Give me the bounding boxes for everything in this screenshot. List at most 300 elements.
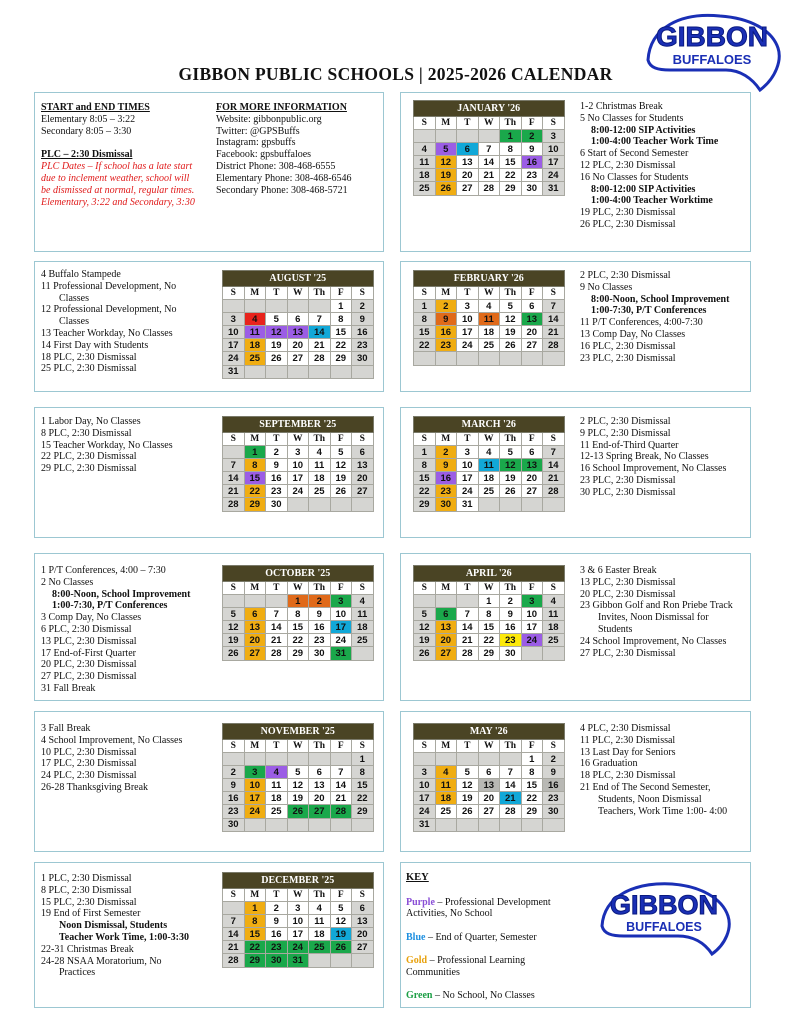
- calendar-day: [478, 130, 500, 143]
- calendar-day: 10: [244, 779, 266, 792]
- weekday-header: S: [543, 740, 565, 753]
- calendar-day: 25: [478, 485, 500, 498]
- calendar-day: 9: [543, 766, 565, 779]
- calendar-day: 10: [543, 143, 565, 156]
- calendar-day: 12: [266, 326, 288, 339]
- calendar-day: 21: [223, 485, 245, 498]
- weekday-header: W: [287, 889, 309, 902]
- calendar-day: [309, 753, 331, 766]
- calendar-day: [309, 498, 331, 511]
- event-item: 27 PLC, 2:30 Dismissal: [580, 647, 676, 659]
- calendar-day: [457, 595, 479, 608]
- weekday-header: T: [266, 582, 288, 595]
- calendar-day: 9: [435, 459, 457, 472]
- calendar-day: 24: [223, 352, 245, 365]
- event-item: 29 PLC, 2:30 Dismissal: [41, 463, 137, 475]
- calendar-day: 4: [309, 902, 331, 915]
- calendar-day: 2: [521, 130, 543, 143]
- weekday-header: T: [457, 740, 479, 753]
- calendar-day: 4: [435, 766, 457, 779]
- plc-note-line: due to inclement weather, school will: [41, 172, 190, 184]
- weekday-header: S: [352, 287, 374, 300]
- event-item: 11 P/T Conferences, 4:00-7:30: [580, 317, 703, 329]
- event-item: 16 No Classes for Students: [580, 171, 689, 183]
- calendar-day: [266, 300, 288, 313]
- calendar-day: 6: [352, 446, 374, 459]
- calendar-day: [478, 352, 500, 365]
- calendar-day: 23: [266, 485, 288, 498]
- calendar-day: 12: [414, 621, 436, 634]
- month-header: NOVEMBER '25: [223, 724, 374, 740]
- calendar-day: [543, 352, 565, 365]
- weekday-header: W: [478, 740, 500, 753]
- calendar-day: 23: [435, 339, 457, 352]
- calendar-day: [543, 647, 565, 660]
- calendar-day: 6: [521, 300, 543, 313]
- calendar-day: 16: [266, 928, 288, 941]
- calendar-day: 2: [266, 902, 288, 915]
- calendar-day: [287, 818, 309, 831]
- calendar-day: 17: [543, 156, 565, 169]
- weekday-header: T: [457, 117, 479, 130]
- calendar-day: 18: [266, 792, 288, 805]
- calendar-day: 19: [457, 792, 479, 805]
- times-heading: START and END TIMES: [41, 102, 150, 113]
- gibbon-buffaloes-logo-bottom: [596, 878, 736, 960]
- calendar-day: [309, 300, 331, 313]
- calendar-day: 19: [287, 792, 309, 805]
- calendar-day: 20: [478, 792, 500, 805]
- weekday-header: M: [435, 582, 457, 595]
- calendar-day: 5: [457, 766, 479, 779]
- calendar-day: 28: [330, 805, 352, 818]
- calendar-day: 12: [223, 621, 245, 634]
- event-item: 13 Comp Day, No Classes: [580, 328, 686, 340]
- weekday-header: S: [352, 740, 374, 753]
- logo-word-bottom: BUFFALOES: [626, 920, 702, 934]
- calendar-day: [309, 365, 331, 378]
- calendar-day: 2: [435, 446, 457, 459]
- twitter-handle[interactable]: Twitter: @GPSBuffs: [216, 125, 300, 137]
- event-item: 17 End-of-First Quarter: [41, 647, 136, 659]
- weekday-header: W: [478, 433, 500, 446]
- calendar-day: 29: [287, 647, 309, 660]
- weekday-header: W: [287, 740, 309, 753]
- calendar-day: 21: [543, 472, 565, 485]
- calendar-day: 13: [309, 779, 331, 792]
- weekday-header: T: [266, 740, 288, 753]
- weekday-header: F: [521, 117, 543, 130]
- calendar-day: 9: [435, 313, 457, 326]
- calendar-day: [223, 902, 245, 915]
- month-header: OCTOBER '25: [223, 566, 374, 582]
- calendar-day: [330, 753, 352, 766]
- event-item: 1 Labor Day, No Classes: [41, 416, 141, 427]
- event-item: 26-28 Thanksgiving Break: [41, 781, 149, 793]
- calendar-day: [457, 753, 479, 766]
- event-item: Invites, Noon Dismissal for: [598, 612, 709, 624]
- month-header: DECEMBER '25: [223, 873, 374, 889]
- calendar-day: 6: [457, 143, 479, 156]
- weekday-header: F: [330, 433, 352, 446]
- calendar-day: 14: [457, 621, 479, 634]
- calendar-day: 19: [330, 928, 352, 941]
- calendar-day: 26: [223, 647, 245, 660]
- calendar-day: [500, 352, 522, 365]
- calendar-day: 23: [500, 634, 522, 647]
- calendar-day: 31: [543, 182, 565, 195]
- weekday-header: Th: [500, 433, 522, 446]
- weekday-header: Th: [500, 740, 522, 753]
- calendar-day: 19: [223, 634, 245, 647]
- calendar-day: 7: [309, 313, 331, 326]
- event-item: 1:00-7:30, P/T Conferences: [591, 305, 707, 317]
- calendar-day: [435, 595, 457, 608]
- start-end-times: [41, 102, 195, 208]
- calendar-august: [222, 270, 374, 379]
- calendar-september: [222, 416, 374, 512]
- event-item: 8 PLC, 2:30 Dismissal: [41, 884, 132, 896]
- facebook-handle[interactable]: Facebook: gpsbuffaloes: [216, 149, 312, 161]
- calendar-day: 19: [330, 472, 352, 485]
- event-item: 12-13 Spring Break, No Classes: [580, 451, 709, 463]
- events-november: [41, 723, 182, 794]
- calendar-day: 9: [309, 608, 331, 621]
- secondary-phone: Secondary Phone: 308-468-5721: [216, 184, 348, 196]
- calendar-day: [521, 818, 543, 831]
- calendar-day: 22: [244, 485, 266, 498]
- calendar-day: 17: [244, 792, 266, 805]
- event-item: 9 PLC, 2:30 Dismissal: [580, 427, 671, 439]
- weekday-header: Th: [309, 433, 331, 446]
- event-item: 1-2 Christmas Break: [580, 101, 663, 112]
- event-item: 1:00-7:30, P/T Conferences: [52, 600, 168, 612]
- plc-note-line: PLC Dates – If school has a late start: [41, 161, 193, 173]
- event-item: 25 PLC, 2:30 Dismissal: [41, 363, 137, 375]
- key-gold-label: Gold: [406, 955, 428, 966]
- event-item: 13 Teacher Workday, No Classes: [41, 327, 173, 339]
- calendar-day: 28: [266, 647, 288, 660]
- calendar-day: [244, 818, 266, 831]
- event-item: 13 Last Day for Seniors: [580, 746, 676, 758]
- calendar-day: 5: [330, 446, 352, 459]
- calendar-day: 14: [543, 313, 565, 326]
- weekday-header: S: [543, 117, 565, 130]
- calendar-february: [413, 270, 565, 366]
- calendar-day: [435, 818, 457, 831]
- calendar-day: 7: [478, 143, 500, 156]
- calendar-day: 7: [500, 766, 522, 779]
- calendar-day: 16: [223, 792, 245, 805]
- calendar-day: 11: [478, 459, 500, 472]
- key-legend: [406, 872, 551, 1002]
- calendar-day: [223, 300, 245, 313]
- calendar-day: 3: [287, 902, 309, 915]
- key-purple-label: Purple: [406, 896, 435, 908]
- event-item: 16 Graduation: [580, 758, 638, 770]
- calendar-day: 6: [244, 608, 266, 621]
- calendar-day: 8: [287, 608, 309, 621]
- calendar-day: 29: [478, 647, 500, 660]
- more-information: [216, 102, 352, 196]
- weekday-header: Th: [309, 740, 331, 753]
- website-link[interactable]: Website: gibbonpublic.org: [216, 113, 322, 125]
- calendar-day: 5: [500, 446, 522, 459]
- logo-word-bottom: BUFFALOES: [672, 52, 752, 67]
- calendar-day: 21: [266, 634, 288, 647]
- calendar-day: 5: [287, 766, 309, 779]
- event-item: Practices: [59, 967, 96, 979]
- calendar-day: 30: [223, 818, 245, 831]
- calendar-day: 22: [330, 339, 352, 352]
- event-item: 1:00-4:00 Teacher Worktime: [591, 195, 713, 207]
- calendar-day: 13: [435, 621, 457, 634]
- events-may: [580, 723, 727, 817]
- calendar-day: 17: [414, 792, 436, 805]
- event-item: 8:00-12:00 SIP Activities: [591, 183, 696, 195]
- event-item: 23 Gibbon Golf and Ron Priebe Track: [580, 600, 733, 612]
- calendar-day: 25: [309, 485, 331, 498]
- calendar-day: 19: [435, 169, 457, 182]
- calendar-day: 31: [330, 647, 352, 660]
- calendar-day: 17: [287, 928, 309, 941]
- calendar-day: [543, 818, 565, 831]
- calendar-day: 6: [287, 313, 309, 326]
- calendar-day: 11: [414, 156, 436, 169]
- calendar-day: 26: [414, 647, 436, 660]
- calendar-day: 24: [244, 805, 266, 818]
- calendar-day: [352, 498, 374, 511]
- event-item: 13 PLC, 2:30 Dismissal: [580, 576, 676, 588]
- weekday-header: T: [266, 889, 288, 902]
- calendar-day: [457, 130, 479, 143]
- event-item: 18 PLC, 2:30 Dismissal: [580, 770, 676, 782]
- calendar-day: 11: [266, 779, 288, 792]
- calendar-day: 30: [266, 954, 288, 967]
- weekday-header: Th: [500, 287, 522, 300]
- weekday-header: T: [457, 582, 479, 595]
- calendar-day: 8: [330, 313, 352, 326]
- calendar-day: 17: [223, 339, 245, 352]
- calendar-day: 16: [521, 156, 543, 169]
- calendar-day: 7: [266, 608, 288, 621]
- calendar-day: 14: [223, 472, 245, 485]
- weekday-header: Th: [309, 889, 331, 902]
- calendar-day: 9: [266, 915, 288, 928]
- calendar-day: [478, 818, 500, 831]
- weekday-header: F: [521, 740, 543, 753]
- calendar-day: 26: [287, 805, 309, 818]
- calendar-day: 1: [330, 300, 352, 313]
- events-september: [41, 416, 173, 475]
- calendar-day: 23: [543, 792, 565, 805]
- event-item: 19 End of First Semester: [41, 908, 141, 920]
- calendar-day: [352, 818, 374, 831]
- calendar-day: 4: [244, 313, 266, 326]
- calendar-day: [330, 818, 352, 831]
- calendar-day: [266, 818, 288, 831]
- calendar-day: [309, 818, 331, 831]
- key-gold-text-2: Communities: [406, 966, 460, 978]
- calendar-day: 20: [309, 792, 331, 805]
- calendar-day: 22: [244, 941, 266, 954]
- month-header: MAY '26: [414, 724, 565, 740]
- calendar-day: 27: [287, 352, 309, 365]
- event-item: Classes: [59, 292, 89, 304]
- calendar-day: 21: [457, 634, 479, 647]
- events-october: [41, 565, 190, 695]
- calendar-day: 29: [352, 805, 374, 818]
- calendar-day: 4: [352, 595, 374, 608]
- weekday-header: F: [330, 740, 352, 753]
- calendar-day: 7: [457, 608, 479, 621]
- calendar-day: 29: [330, 352, 352, 365]
- calendar-day: [500, 498, 522, 511]
- calendar-day: [266, 753, 288, 766]
- calendar-day: 15: [500, 156, 522, 169]
- calendar-day: [352, 954, 374, 967]
- calendar-day: 16: [266, 472, 288, 485]
- calendar-day: 8: [352, 766, 374, 779]
- calendar-day: 22: [287, 634, 309, 647]
- weekday-header: S: [223, 433, 245, 446]
- calendar-day: 24: [287, 485, 309, 498]
- event-item: 11 End-of-Third Quarter: [580, 439, 679, 451]
- calendar-day: 25: [543, 634, 565, 647]
- weekday-header: M: [435, 117, 457, 130]
- calendar-day: 19: [500, 472, 522, 485]
- calendar-day: 28: [500, 805, 522, 818]
- events-february: [580, 270, 729, 364]
- weekday-header: S: [414, 582, 436, 595]
- calendar-day: 26: [266, 352, 288, 365]
- calendar-day: 18: [352, 621, 374, 634]
- calendar-day: 24: [457, 339, 479, 352]
- calendar-day: 27: [435, 647, 457, 660]
- calendar-day: 1: [352, 753, 374, 766]
- calendar-day: 7: [543, 446, 565, 459]
- calendar-day: [435, 352, 457, 365]
- calendar-day: 24: [414, 805, 436, 818]
- calendar-day: 10: [457, 459, 479, 472]
- calendar-day: [352, 365, 374, 378]
- weekday-header: S: [414, 740, 436, 753]
- calendar-day: [457, 352, 479, 365]
- weekday-header: Th: [309, 287, 331, 300]
- calendar-day: 13: [287, 326, 309, 339]
- event-item: 6 Start of Second Semester: [580, 148, 689, 160]
- calendar-day: 10: [287, 915, 309, 928]
- calendar-day: 10: [223, 326, 245, 339]
- weekday-header: M: [244, 433, 266, 446]
- calendar-day: 15: [287, 621, 309, 634]
- calendar-day: 5: [223, 608, 245, 621]
- calendar-day: 17: [287, 472, 309, 485]
- event-item: Teacher Work Time, 1:00-3:30: [59, 931, 189, 943]
- key-green-label: Green: [406, 990, 433, 1001]
- calendar-day: 8: [244, 915, 266, 928]
- calendar-day: 27: [352, 485, 374, 498]
- calendar-day: [414, 753, 436, 766]
- calendar-day: [330, 498, 352, 511]
- event-item: 8:00-Noon, School Improvement: [591, 293, 730, 305]
- calendar-day: [543, 498, 565, 511]
- weekday-header: F: [330, 287, 352, 300]
- event-item: 1 P/T Conferences, 4:00 – 7:30: [41, 565, 166, 576]
- calendar-day: 16: [435, 326, 457, 339]
- event-item: 3 Fall Break: [41, 723, 91, 734]
- district-phone: District Phone: 308-468-6555: [216, 160, 336, 172]
- more-heading: FOR MORE INFORMATION: [216, 102, 347, 113]
- weekday-header: F: [521, 433, 543, 446]
- calendar-january: [413, 100, 565, 196]
- calendar-day: 21: [309, 339, 331, 352]
- calendar-day: 6: [521, 446, 543, 459]
- month-header: AUGUST '25: [223, 271, 374, 287]
- calendar-day: 15: [478, 621, 500, 634]
- calendar-day: [521, 498, 543, 511]
- key-purple-text: – Professional Development: [434, 896, 551, 908]
- calendar-day: 20: [352, 928, 374, 941]
- calendar-day: 13: [521, 459, 543, 472]
- weekday-header: W: [287, 582, 309, 595]
- calendar-day: 16: [435, 472, 457, 485]
- calendar-day: 1: [414, 300, 436, 313]
- key-blue-label: Blue: [406, 931, 426, 943]
- calendar-day: [414, 595, 436, 608]
- weekday-header: S: [223, 740, 245, 753]
- weekday-header: T: [457, 287, 479, 300]
- calendar-day: 4: [309, 446, 331, 459]
- calendar-day: 11: [435, 779, 457, 792]
- key-heading: KEY: [406, 872, 429, 883]
- calendar-day: 31: [414, 818, 436, 831]
- calendar-day: 31: [223, 365, 245, 378]
- calendar-day: [244, 365, 266, 378]
- calendar-day: 25: [478, 339, 500, 352]
- calendar-day: 30: [266, 498, 288, 511]
- weekday-header: S: [414, 117, 436, 130]
- elementary-time: Elementary 8:05 – 3:22: [41, 113, 136, 125]
- instagram-handle[interactable]: Instagram: gpsbuffs: [216, 137, 296, 149]
- calendar-day: 28: [543, 485, 565, 498]
- event-item: 9 No Classes: [580, 281, 633, 293]
- event-item: 23 PLC, 2:30 Dismissal: [580, 474, 676, 486]
- calendar-day: [435, 130, 457, 143]
- month-header: FEBRUARY '26: [414, 271, 565, 287]
- calendar-day: 9: [521, 143, 543, 156]
- calendar-day: 1: [244, 446, 266, 459]
- weekday-header: T: [266, 433, 288, 446]
- calendar-day: 21: [223, 941, 245, 954]
- calendar-day: 27: [521, 485, 543, 498]
- calendar-day: [352, 647, 374, 660]
- calendar-day: 27: [478, 805, 500, 818]
- calendar-day: 12: [330, 459, 352, 472]
- gibbon-buffaloes-logo: [640, 8, 788, 96]
- weekday-header: S: [223, 287, 245, 300]
- calendar-day: 17: [330, 621, 352, 634]
- event-item: 11 PLC, 2:30 Dismissal: [580, 734, 676, 746]
- calendar-day: 12: [287, 779, 309, 792]
- events-december: [41, 873, 189, 979]
- event-item: Teachers, Work Time 1:00- 4:00: [598, 805, 728, 817]
- event-item: 30 PLC, 2:30 Dismissal: [580, 486, 676, 498]
- weekday-header: W: [478, 287, 500, 300]
- calendar-day: 5: [414, 608, 436, 621]
- calendar-day: 9: [266, 459, 288, 472]
- weekday-header: S: [543, 287, 565, 300]
